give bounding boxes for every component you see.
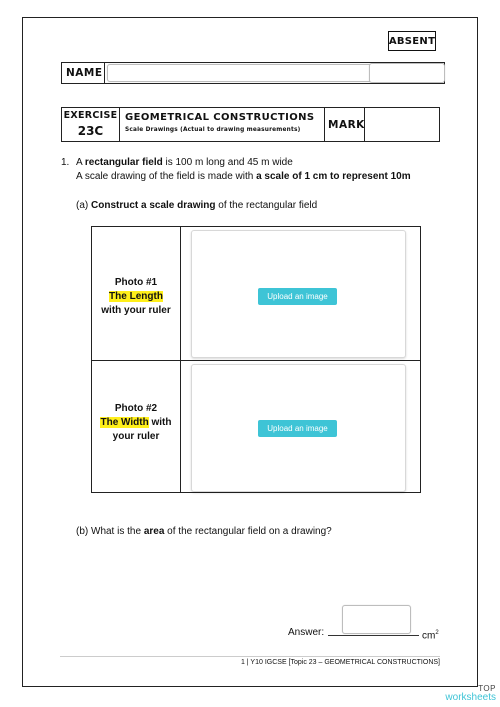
part-b-text: (b) What is the area of the rectangular field on a drawing?	[76, 526, 332, 537]
answer-input[interactable]	[342, 605, 411, 634]
mark-label: MARK	[328, 118, 365, 131]
photo-2-highlight: The Width	[100, 417, 149, 428]
photo-2-title: Photo #2	[114, 403, 158, 414]
exercise-bar	[61, 107, 440, 142]
photo-1-title: Photo #1	[114, 277, 158, 288]
exercise-code: 23C	[77, 124, 104, 138]
absent-label: ABSENT	[388, 35, 436, 47]
footer-text: 1 | Y10 IGCSE [Topic 23 – GEOMETRICAL CONSTRUCTIONS]	[240, 659, 440, 666]
photo-1-rest: with your ruler	[101, 305, 171, 316]
mark-value	[366, 110, 436, 139]
photo-1-highlight: The Length	[109, 291, 163, 302]
date-input[interactable]	[369, 63, 445, 83]
question-line-1: A rectangular field is 100 m long and 45 m wide	[76, 157, 293, 168]
topworksheets-logo	[445, 684, 496, 702]
answer-label: Answer:	[288, 627, 325, 638]
answer-unit: $cm^2$	[422, 630, 439, 642]
photo-2-label: Photo #2 The Width with your ruler	[92, 402, 180, 444]
photo-2-rest: your ruler	[112, 431, 160, 442]
photo-table	[91, 226, 421, 493]
answer-underline	[328, 635, 419, 636]
question-line-2: A scale drawing of the field is made with a scale of 1 cm to represent 10m	[76, 171, 411, 182]
scale-bold: a scale of 1 cm to represent 10m	[256, 171, 411, 182]
name-input[interactable]	[107, 64, 387, 82]
photo-1-upload-panel[interactable]	[191, 230, 406, 358]
exercise-subtitle: Scale Drawings (Actual to drawing measurements)	[125, 127, 301, 133]
exercise-title: GEOMETRICAL CONSTRUCTIONS	[125, 112, 315, 123]
photo-2-upload-button[interactable]: Upload an image	[258, 420, 337, 437]
photo-2-upload-panel[interactable]	[191, 364, 406, 492]
exercise-label: EXERCISE	[63, 110, 118, 121]
part-a-text: (a) Construct a scale drawing of the rectangular field	[76, 200, 318, 211]
brand-top: TOP	[478, 684, 496, 693]
photo-1-label	[92, 276, 180, 318]
photo-1-upload-button[interactable]: Upload an image	[258, 288, 337, 305]
name-label: NAME	[66, 67, 103, 79]
absent-box	[388, 31, 436, 51]
question-number: 1.	[61, 157, 70, 168]
rectangular-field-bold: rectangular field	[84, 157, 163, 168]
brand-worksheets: worksheets	[445, 692, 496, 703]
footer-divider	[60, 656, 440, 657]
